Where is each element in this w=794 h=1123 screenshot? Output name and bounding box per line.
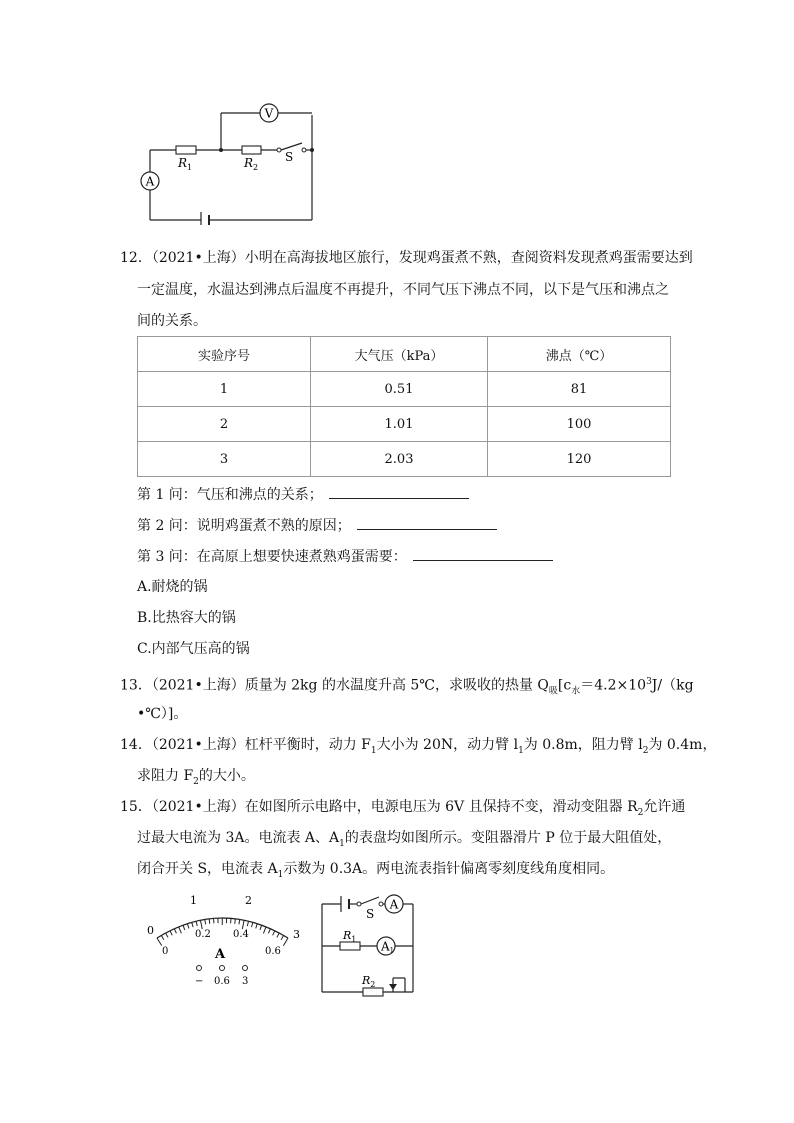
dial-tick — [281, 935, 283, 939]
q14-sub: 2 — [642, 745, 649, 756]
q14-text: 的大小。 — [198, 768, 255, 784]
dial-tick — [183, 925, 185, 930]
r2-label: $R_2$ — [244, 156, 259, 172]
dial-outer-label: 0 — [147, 924, 154, 937]
table-cell: 0.51 — [311, 372, 488, 407]
dial-tick — [252, 922, 253, 927]
dial-tick — [277, 933, 279, 937]
q12-option-c: C.内部气压高的锅 — [137, 641, 250, 657]
terminal-label: 3 — [242, 976, 249, 987]
dial-tick — [242, 920, 244, 929]
q13-line-1 — [120, 672, 694, 701]
q14-sub: 1 — [370, 745, 377, 756]
resistor-r2-symbol — [242, 146, 261, 154]
dial-tick — [283, 938, 288, 946]
dial-tick — [157, 938, 162, 946]
table-cell: 81 — [488, 372, 671, 407]
ammeter-a1-label: A1 — [381, 939, 395, 955]
terminal-symbol — [197, 966, 202, 971]
dial-tick — [187, 924, 189, 929]
q12-option-b: B.比热容大的锅 — [137, 610, 236, 626]
dial-tick — [256, 924, 258, 929]
dial-tick — [205, 919, 206, 924]
rheostat-slider-arrow — [389, 984, 397, 990]
switch-label: S — [366, 907, 375, 921]
ammeter-label: A — [145, 174, 155, 189]
switch-contact — [379, 902, 383, 906]
pressure-boiling-table — [137, 336, 671, 477]
q13-line-2: •℃）]。 — [137, 706, 188, 722]
q14-text: 14．（2021•上海）杠杆平衡时，动力 F — [120, 737, 371, 753]
dial-tick — [260, 925, 262, 930]
table-cell: 120 — [488, 442, 671, 477]
q13-sub-water: 水 — [571, 686, 581, 697]
dial-inner-label: 0.4 — [233, 929, 249, 940]
switch-label: S — [285, 150, 294, 164]
dial-tick — [174, 929, 176, 934]
q12-ask-1-text: 第 1 问：气压和沸点的关系； — [137, 487, 323, 503]
table-header-row — [138, 337, 671, 372]
q15-text: 闭合开关 S，电流表 A — [137, 861, 278, 877]
ammeter-a-label: A — [389, 897, 399, 912]
table-cell: 3 — [138, 442, 311, 477]
terminal-label: − — [195, 976, 204, 987]
terminal-label: 0.6 — [214, 976, 230, 987]
rheostat-r2-symbol — [363, 988, 383, 996]
r1-label: $R_1$ — [178, 156, 193, 172]
dial-tick — [161, 935, 163, 939]
q13-text-a: 13．（2021•上海）质量为 2kg 的水温度升高 5℃，求吸收的热量 Q — [120, 677, 549, 694]
q12-ask-2 — [137, 515, 497, 536]
junction-dot — [219, 148, 223, 152]
voltmeter-label: V — [264, 106, 274, 121]
q13-text-b: [c — [557, 677, 572, 694]
resistor-r1-symbol — [340, 942, 360, 950]
q12-option-a: A.耐烧的锅 — [137, 579, 208, 595]
q15-text: 过最大电流为 3A。电流表 A、A — [137, 830, 340, 846]
table-header-cell: 大气压（kPa） — [311, 337, 488, 372]
dial-tick — [239, 919, 240, 924]
dial-tick — [179, 927, 182, 933]
q15-text: 15．（2021•上海）在如图所示电路中，电源电压为 6V 且保持不变，滑动变阻器 R — [120, 799, 638, 815]
dial-tick — [200, 920, 202, 929]
q15-sub: 2 — [637, 807, 644, 818]
q13-sub-absorb: 吸 — [548, 686, 558, 697]
q14-line-2 — [137, 766, 255, 792]
junction-dot — [310, 148, 314, 152]
r1-label: $R_1$ — [343, 929, 357, 944]
q12-ask-1 — [137, 484, 469, 505]
table-row — [138, 372, 671, 407]
dial-tick — [209, 919, 210, 924]
dial-tick — [192, 922, 193, 927]
table-cell: 1.01 — [311, 407, 488, 442]
table-cell: 100 — [488, 407, 671, 442]
dial-inner-label: 0.2 — [195, 929, 211, 940]
q14-line-1 — [120, 735, 716, 761]
table-row — [138, 407, 671, 442]
dial-unit-label: A — [215, 947, 226, 962]
q15-line-1 — [120, 797, 685, 823]
q13-sup: 3 — [646, 677, 652, 687]
q13-text-d: J/（kg — [651, 677, 694, 694]
q14-text: 求阻力 F — [137, 768, 194, 784]
q12-ask-2-text: 第 2 问：说明鸡蛋煮不熟的原因； — [137, 518, 351, 534]
dial-inner-label: 0.6 — [265, 946, 281, 957]
dial-ticks — [157, 918, 288, 946]
top-circuit-diagram — [130, 95, 330, 225]
answer-blank-1[interactable] — [329, 484, 469, 499]
q15-sub: 1 — [339, 838, 345, 849]
q15-line-3 — [137, 859, 614, 885]
q15-text: 的表盘均如图所示。变阻器滑片 P 位于最大阻值处， — [344, 830, 672, 846]
q14-sub: 2 — [193, 776, 199, 787]
q14-text: 为 0.8m，阻力臂 l — [523, 737, 643, 753]
q15-sub: 1 — [277, 869, 284, 880]
q14-text: 大小为 20N，动力臂 l — [376, 737, 519, 753]
table-row — [138, 442, 671, 477]
bottom-circuit-diagram — [315, 888, 425, 1000]
r2-label: $R_2$ — [362, 974, 376, 989]
table-header-cell: 沸点（℃） — [488, 337, 671, 372]
dial-tick — [247, 921, 248, 926]
resistor-r1-symbol — [176, 146, 196, 154]
table-header-cell: 实验序号 — [138, 337, 311, 372]
dial-inner-label: 0 — [162, 946, 169, 957]
dial-tick — [263, 927, 266, 933]
table-cell: 2 — [138, 407, 311, 442]
dial-tick — [235, 919, 236, 924]
q12-line-2: 一定温度，水温达到沸点后温度不再提升，不同气压下沸点不同，以下是气压和沸点之 — [137, 282, 669, 298]
switch-contact — [302, 148, 306, 152]
dial-outer-label: 2 — [245, 894, 252, 907]
terminal-symbol — [243, 966, 248, 971]
q12-line-3: 间的关系。 — [137, 313, 207, 329]
dial-tick — [170, 931, 172, 935]
q15-line-2 — [137, 828, 671, 854]
terminal-symbol — [220, 966, 225, 971]
q12-line-1: 12．（2021•上海）小明在高海拔地区旅行，发现鸡蛋煮不熟，查阅资料发现煮鸡蛋需要达到 — [120, 250, 693, 266]
top-circuit-wires — [150, 113, 312, 220]
switch-contact — [357, 902, 361, 906]
dial-tick — [273, 931, 275, 935]
dial-outer-label: 1 — [190, 894, 197, 907]
q14-text: 为 0.4m， — [648, 737, 717, 753]
answer-blank-3[interactable] — [413, 546, 553, 561]
dial-tick — [166, 933, 168, 937]
table-cell: 2.03 — [311, 442, 488, 477]
ammeter-dial — [135, 888, 310, 993]
dial-outer-label: 3 — [293, 928, 300, 941]
q12-ask-3 — [137, 546, 553, 567]
q15-text: 允许通 — [643, 799, 686, 815]
dial-tick — [268, 929, 270, 934]
q14-sub: 1 — [518, 745, 524, 756]
switch-contact — [277, 148, 281, 152]
dial-tick — [196, 921, 197, 926]
q15-text: 示数为 0.3A。两电流表指针偏离零刻度线角度相同。 — [283, 861, 615, 877]
table-cell: 1 — [138, 372, 311, 407]
answer-blank-2[interactable] — [357, 515, 497, 530]
q13-text-c: ＝4.2×10 — [580, 677, 647, 694]
q12-ask-3-text: 第 3 问：在高原上想要快速煮熟鸡蛋需要： — [137, 549, 407, 565]
